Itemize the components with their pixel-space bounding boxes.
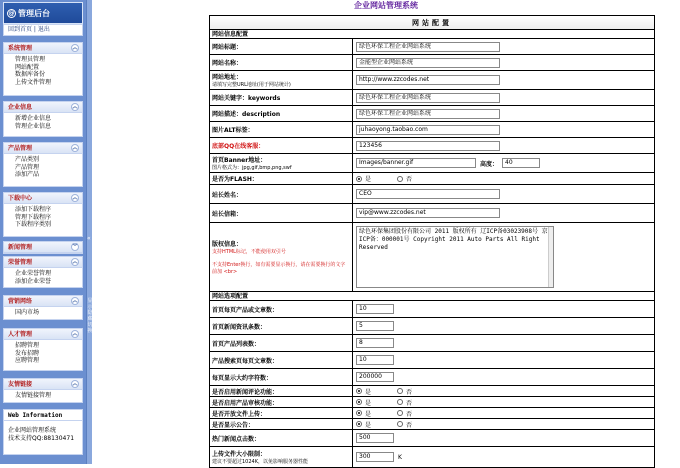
panel-header[interactable]: 企业信息 ︽ xyxy=(4,102,82,113)
label: 站长姓名： xyxy=(210,185,353,203)
char-count-input[interactable]: 200000 xyxy=(356,372,394,382)
menu-item[interactable]: 管理下载程序 xyxy=(15,213,52,221)
chevron-up-icon[interactable]: ︽ xyxy=(72,145,78,151)
chevron-up-icon[interactable]: ︽ xyxy=(72,331,78,337)
email-input[interactable]: vip@www.zzcodes.net xyxy=(356,208,500,218)
panel-header[interactable]: 友情链接 ︽ xyxy=(4,379,82,390)
label: 站长信箱： xyxy=(210,204,353,222)
panel-company xyxy=(3,101,83,137)
upload-no-radio[interactable] xyxy=(397,410,403,416)
menu-item[interactable]: 产品类别 xyxy=(15,156,40,163)
panel-header[interactable]: 下载中心 ︽ xyxy=(4,193,82,204)
flash-no-radio[interactable] xyxy=(397,176,403,182)
menu-item[interactable]: 上传文件管理 xyxy=(15,78,52,86)
menu-item[interactable]: 管理企业信息 xyxy=(15,122,52,130)
description-input[interactable]: 绿色环保工程企业网站系统 xyxy=(356,109,500,119)
img-alt-input[interactable]: juhaoyong.taobao.com xyxy=(356,125,500,135)
menu-item[interactable]: 产品管理 xyxy=(15,163,40,171)
panel-header[interactable]: 营销网络 ︽ xyxy=(4,296,82,307)
logo-at-icon: @ xyxy=(8,9,15,17)
label: 网站名称： xyxy=(210,55,353,70)
hint: 支持HTML标记，不能使用双引号 xyxy=(212,249,286,255)
label: 首页Banner地址： xyxy=(212,157,267,164)
panel-header: Web Information xyxy=(4,410,82,421)
chevron-up-icon[interactable]: ︽ xyxy=(72,45,78,51)
flash-yes-radio[interactable] xyxy=(356,176,362,182)
label: 首页产品列表数： xyxy=(210,335,353,351)
panel-header[interactable]: 荣誉管理 ︽ xyxy=(4,257,82,268)
hot-news-input[interactable]: 500 xyxy=(356,433,394,443)
label: 是否开放文件上传： xyxy=(210,408,353,418)
panel-header[interactable]: 系统管理 ︽ xyxy=(4,43,82,54)
notice-yes-radio[interactable] xyxy=(356,421,362,427)
site-title-input[interactable]: 绿色环保工程企业网站系统 xyxy=(356,42,500,52)
menu-item[interactable]: 应聘管理 xyxy=(15,357,40,364)
splitter-label: 显示隐藏 切换 xyxy=(87,298,93,334)
menu-item[interactable]: 数据库备份 xyxy=(15,71,46,78)
page-title: 企业网站管理系统 xyxy=(354,1,418,10)
panel-products xyxy=(3,142,83,187)
panel-header[interactable]: 新闻管理 ︾ xyxy=(4,242,82,253)
menu-item[interactable]: 管理员管理 xyxy=(15,56,46,63)
top-links[interactable]: 回到首页 | 退出 xyxy=(3,24,83,36)
info-text: 企业网站管理系统 xyxy=(8,427,57,434)
label: 网站标题： xyxy=(210,39,353,54)
hint: 不支持Enter换行，如有需要显示换行，请在需要换行的文字前加 <br> xyxy=(212,262,346,275)
panel-downloads xyxy=(3,192,83,237)
label: 每页显示大约字符数： xyxy=(210,369,353,385)
menu-item[interactable]: 友情链接管理 xyxy=(15,392,52,399)
keywords-input[interactable]: 绿色环保工程企业网站系统 xyxy=(356,93,500,103)
banner-input[interactable]: Images/banner.gif xyxy=(356,158,476,168)
label: 网站关键字：keywords xyxy=(210,90,353,105)
upload-size-input[interactable]: 300 xyxy=(356,452,394,462)
label: 热门新闻点击数： xyxy=(210,430,353,446)
label: 网站地址： xyxy=(212,74,243,81)
hint: 图片格式为：jpg,gif,bmp,png,swf xyxy=(212,165,292,171)
menu-item[interactable]: 添加下载程序 xyxy=(15,206,52,213)
news-list-input[interactable]: 5 xyxy=(356,321,394,331)
logo-text: 管理后台 xyxy=(18,8,50,18)
label: 首页新闻资讯条数： xyxy=(210,318,353,334)
label: 是否为FLASH： xyxy=(210,173,353,184)
product-page-input[interactable]: 10 xyxy=(356,355,394,365)
panel-hr xyxy=(3,328,83,371)
info-text: 技术支持QQ:88130471 xyxy=(8,434,75,442)
panel-web-info xyxy=(3,409,83,455)
hint: 请填写完整URL地址(用于网站统计) xyxy=(212,82,291,88)
panel-news xyxy=(3,241,83,254)
label: 是否启用产品审核功能： xyxy=(210,397,353,407)
news-count-input[interactable]: 10 xyxy=(356,304,394,314)
qq-input[interactable]: 123456 xyxy=(356,141,500,151)
menu-item[interactable]: 招聘管理 xyxy=(15,342,40,349)
label: 是否启用新闻评论功能： xyxy=(210,386,353,396)
audit-no-radio[interactable] xyxy=(397,399,403,405)
chevron-up-icon[interactable]: ︽ xyxy=(72,298,78,304)
menu-item[interactable]: 发布招聘 xyxy=(15,349,40,357)
label: 网站描述：description xyxy=(210,106,353,121)
sidebar xyxy=(0,0,86,464)
banner-height-input[interactable]: 40 xyxy=(502,158,540,168)
hint: 建议不要超过1024K，以免影响服务器性能 xyxy=(212,459,309,465)
upload-yes-radio[interactable] xyxy=(356,410,362,416)
menu-item[interactable]: 添加产品 xyxy=(15,171,40,178)
copyright-textarea[interactable]: 绿色环保集团股份有限公司 2011 版权所有 辽ICP备03023908号 京ICP备：000001号 Copyright 2011 Auto Parts All Right Reserved xyxy=(356,226,554,288)
label: 上传文件大小限制： xyxy=(212,451,267,458)
chevron-up-icon[interactable]: ︽ xyxy=(72,104,78,110)
chevron-up-icon[interactable]: ︽ xyxy=(72,259,78,265)
section-header: 网站信息配置 xyxy=(210,30,654,39)
menu-item[interactable]: 网站配置 xyxy=(15,63,40,71)
audit-yes-radio[interactable] xyxy=(356,399,362,405)
chevron-up-icon[interactable]: ︽ xyxy=(72,381,78,387)
panel-links xyxy=(3,378,83,403)
label: 产品搜索页每页文章数： xyxy=(210,352,353,368)
menu-item[interactable]: 添加企业荣誉 xyxy=(15,277,52,285)
panel-honors xyxy=(3,256,83,288)
admin-logo xyxy=(3,2,83,24)
label: 是否显示公告： xyxy=(210,419,353,429)
label: 版权信息： xyxy=(212,241,243,248)
label: 底部QQ在线客服： xyxy=(210,138,353,153)
menu-item[interactable]: 国内市场 xyxy=(15,309,40,316)
unit-label: K xyxy=(398,453,402,461)
textarea-scrollbar[interactable] xyxy=(548,227,553,287)
menu-item[interactable]: 企业荣誉管理 xyxy=(15,270,52,277)
table-header: 网站配置 xyxy=(210,16,654,30)
chevron-down-icon[interactable]: ︾ xyxy=(72,244,78,250)
panel-system xyxy=(3,42,83,96)
menu-item[interactable]: 下载程序类别 xyxy=(15,221,52,228)
menu-item[interactable]: 新增企业信息 xyxy=(15,115,52,122)
comment-no-radio[interactable] xyxy=(397,388,403,394)
config-table: 网站配置 网站信息配置 网站标题： 绿色环保工程企业网站系统 网站名称： 金能型企业网站系统 网站地址： 请填写完整URL地址(用于网站统计) http://www.zzcodes.net 网站关键字：keywords 绿色环保工程企业网站系统 网站描述：description 绿色环保工程企业网站系统 图片ALT标签： juhaoyong.taobao.com 底部QQ在线客服： 123456 首页Banner地址： 图片格式为：jpg,gif,bmp,png,swf Images/banner.gif 高度： 40 是否为FLASH： 是 否 站长姓名： CEO 站长信箱： vip@www.zzcodes.net 版权信息： 支持HTML标记，不能使用双引号 不支持Enter换行，如有需要显示换行，请在需要换行的文字前加 <br> 绿色环保集团股份有限公司 2011 版权所有 辽ICP备03023908号 京ICP备：000001号 Copyright 2011 Auto Parts All Right Reserved 网站选项配置 首页每页产品或文章数： 10 首页新闻资讯条数： 5 首页产品列表数： 8 产品搜索页每页文章数： 10 每页显示大约字符数： 200000 是否启用新闻评论功能： 是 否 是否启用产品审核功能： 是 否 是否开放文件上传： 是 否 是否显示公告： 是 否 热门新闻点击数： 500 上传文件大小限制： 建议不要超过1024K，以免影响服务器性能 300 K xyxy=(209,15,655,468)
label: 图片ALT标签： xyxy=(210,122,353,137)
notice-no-radio[interactable] xyxy=(397,421,403,427)
comment-yes-radio[interactable] xyxy=(356,388,362,394)
product-list-input[interactable]: 8 xyxy=(356,338,394,348)
site-name-input[interactable]: 金能型企业网站系统 xyxy=(356,58,500,68)
collapse-arrow-icon[interactable]: « xyxy=(87,235,91,242)
main-content xyxy=(92,0,680,464)
height-label: 高度： xyxy=(480,160,499,168)
panel-header[interactable]: 人才管理 ︽ xyxy=(4,329,82,340)
section-header: 网站选项配置 xyxy=(210,292,654,301)
site-url-input[interactable]: http://www.zzcodes.net xyxy=(356,75,500,85)
chevron-up-icon[interactable]: ︽ xyxy=(72,195,78,201)
label: 首页每页产品或文章数： xyxy=(210,301,353,317)
panel-header[interactable]: 产品管理 ︽ xyxy=(4,143,82,154)
owner-input[interactable]: CEO xyxy=(356,189,500,199)
panel-marketing xyxy=(3,295,83,320)
